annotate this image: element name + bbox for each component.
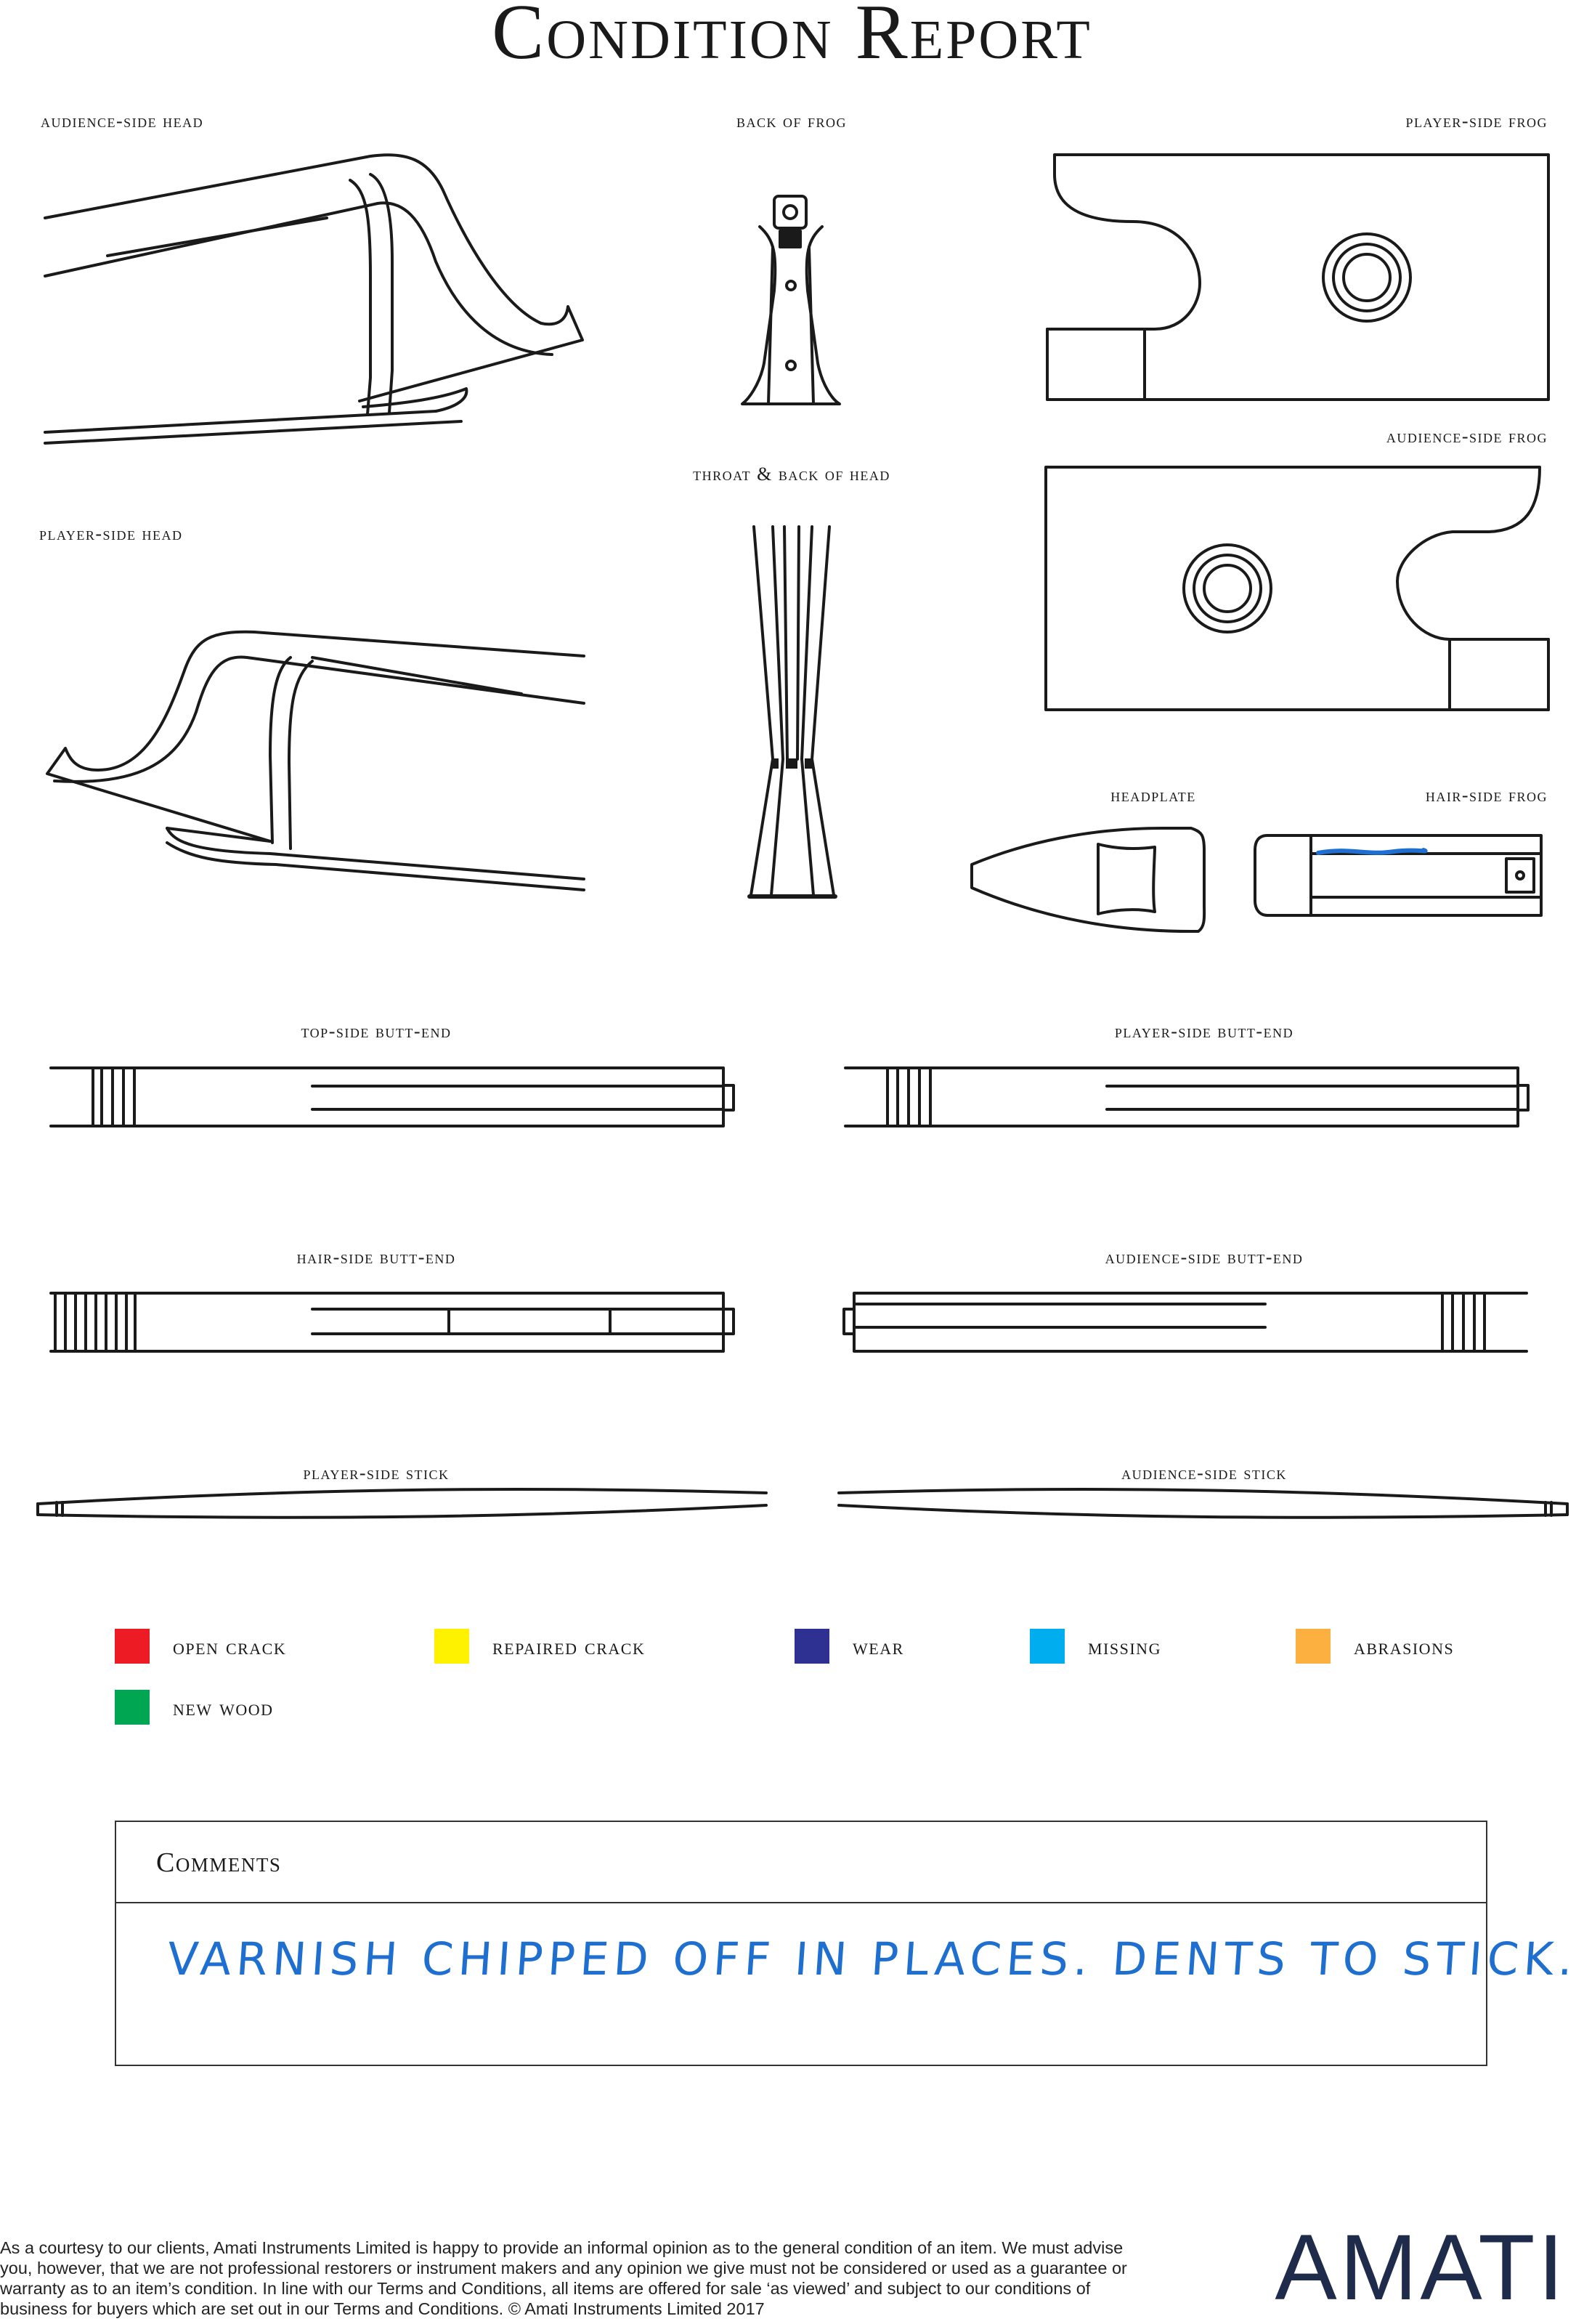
player-side-frog-drawing <box>1047 155 1548 400</box>
legend-item-wear <box>795 1629 904 1664</box>
back-of-frog-drawing <box>742 196 840 404</box>
hair-side-butt-end-drawing <box>51 1293 734 1351</box>
legend-swatch <box>115 1690 150 1725</box>
throat-back-of-head-drawing <box>750 527 835 896</box>
label-audience-side-stick: audience-side stick <box>1121 1462 1287 1483</box>
legend-item-missing <box>1030 1629 1161 1664</box>
label-top-side-butt-end: top-side butt-end <box>301 1021 452 1042</box>
label-hair-side-butt-end: hair-side butt-end <box>296 1247 456 1268</box>
comments-box <box>115 1821 1580 2066</box>
audience-side-frog-drawing <box>1046 467 1548 710</box>
legend-item-repaired-crack <box>434 1629 645 1664</box>
audience-side-stick-drawing <box>839 1489 1567 1518</box>
amati-logo: AMATI <box>1275 2216 1567 2320</box>
legend-swatch <box>434 1629 469 1664</box>
label-player-side-butt-end: player-side butt-end <box>1114 1021 1294 1042</box>
hair-side-frog-drawing <box>1255 835 1541 915</box>
legend-swatch <box>795 1629 829 1664</box>
label-audience-side-butt-end: audience-side butt-end <box>1105 1247 1304 1268</box>
top-side-butt-end-drawing <box>51 1068 734 1126</box>
legend-item-open-crack <box>115 1629 286 1664</box>
legend-swatch <box>115 1629 150 1664</box>
legend-item-abrasions <box>1296 1629 1454 1664</box>
label-audience-side-head: audience-side head <box>41 110 204 131</box>
label-player-side-stick: player-side stick <box>303 1462 450 1483</box>
label-player-side-frog: player-side frog <box>1405 110 1548 131</box>
label-back-of-frog: back of frog <box>736 110 848 131</box>
label-throat-back-of-head: throat & back of head <box>693 463 890 485</box>
player-side-head-drawing <box>47 632 584 890</box>
comments-heading: Comments <box>116 1822 1486 1903</box>
audience-side-head-drawing <box>45 155 582 443</box>
legend-label: abrasions <box>1354 1632 1455 1659</box>
label-hair-side-frog: hair-side frog <box>1425 785 1548 806</box>
legend-label: wear <box>853 1632 904 1659</box>
label-audience-side-frog: audience-side frog <box>1386 426 1548 447</box>
label-player-side-head: player-side head <box>39 523 183 544</box>
legend-label: repaired crack <box>492 1632 646 1659</box>
legend-label: missing <box>1088 1632 1161 1659</box>
disclaimer-text: As a courtesy to our clients, Amati Instruments Limited is happy to provide an informal opinion as to the general condition of an item. We must advise you, however, that we are not professional restorers or instrument makers and any opinion we give must not be considered or used as a guarantee or warranty as to an item’s condition. In line with our Terms and Conditions, all items are offered for sale ‘as viewed’ and subject to our conditions of business for buyers which are set out in our Terms and Conditions. © Amati Instruments Limited 2017 <box>0 2238 1127 2318</box>
label-headplate: headplate <box>1110 785 1196 806</box>
page-title: Condition Report <box>492 0 1092 76</box>
legend-swatch <box>1296 1629 1331 1664</box>
legend-label: new wood <box>173 1693 274 1720</box>
legend-swatch <box>1030 1629 1065 1664</box>
comments-text[interactable]: VARNISH CHIPPED OFF IN PLACES. DENTS TO STICK. <box>166 1932 1580 1985</box>
player-side-butt-end-drawing <box>845 1068 1528 1126</box>
legend-label: open crack <box>173 1632 287 1659</box>
audience-side-butt-end-drawing <box>844 1293 1527 1351</box>
headplate-drawing <box>972 828 1204 931</box>
legend-item-new-wood <box>115 1690 274 1725</box>
player-side-stick-drawing <box>38 1489 766 1518</box>
